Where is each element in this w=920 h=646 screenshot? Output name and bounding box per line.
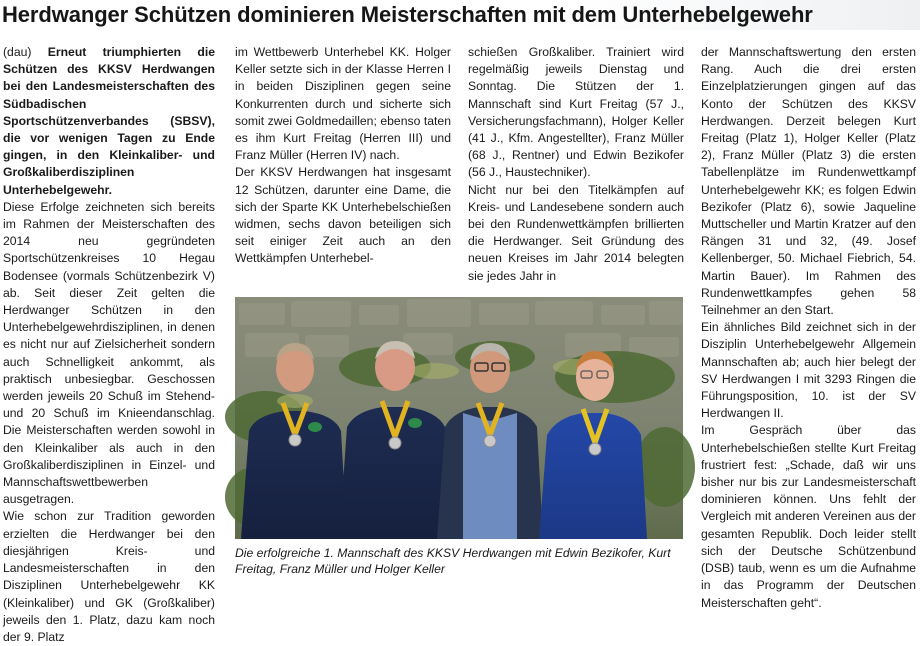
team-photo	[235, 297, 683, 539]
body-paragraph-7: der Mannschaftswertung den ersten Rang. Auch die drei ersten Einzelplatzierungen gingen auf das Konto der Schützen des KKSV Herdwangen. Derzeit belegen Kurt Freitag (Platz 1), Holger Keller (Platz 2), Franz Müller (Platz 3) die ersten Tabellenplätze im Rundenwettkampf Unterhebelgewehr KK; es folgen Edwin Bezikofer (Platz 6), sowie Jaqueline Muttscheller und Martin Kratzer auf den Rängen 31 und 32, (49. Josef Kellenberger, 50. Michael Fiebrich, 54. Martin Bauer). Im Rahmen des Rundenwettkampfes gehen 58 Teilnehmer an den Start.	[701, 45, 916, 318]
article-headline: Herdwanger Schützen dominieren Meisterschaften mit dem Unterhebelgewehr	[0, 0, 920, 30]
team-photo-illustration	[235, 297, 683, 539]
lead-paragraph	[3, 44, 215, 199]
body-paragraph-3: im Wettbewerb Unterhebel KK. Holger Keller setzte sich in der Klasse Herren I in beiden Disziplinen gegen seine Konkurrenten durch und sicherte sich somit zwei Goldmedaillen; ebenso taten es ihm Kurt Freitag (Herren III) und Franz Müller (Herren IV) nach.	[235, 45, 451, 163]
lead-text: Erneut triumphierten die Schützen des KKSV Herdwangen bei den Landesmeisterschaften des Südbadischen Sportschützenverbandes (SBSV), die vor wenigen Tagen zu Ende gingen, in den Kleinkaliber- und Großkaliberdisziplinen Unterhebelgewehr.	[3, 45, 215, 197]
article-column-2	[235, 44, 451, 268]
body-paragraph-4: Der KKSV Herdwangen hat insgesamt 12 Schützen, darunter eine Dame, die sich der Sparte KK Unterhebelschießen widmen, sechs davon beteiligen sich seit einiger Zeit auch an den Wettkämpfen Unterhebel-	[235, 165, 451, 266]
body-paragraph-9: Im Gespräch über das Unterhebelschießen stellte Kurt Freitag frustriert fest: „Schade, daß wir uns bisher nur bis zur Landesmeisterschaft dominieren können. Uns fehlt der Vergleich mit anderen Vereinen aus der gesamten Republik. Doch leider stellt sich der Deutsche Schützenbund (DSB) taub, wenn es um die Aufnahme in das Programm der Deutschen Meisterschaften geht“.	[701, 423, 916, 610]
article-column-1	[3, 44, 215, 646]
photo-caption: Die erfolgreiche 1. Mannschaft des KKSV Herdwangen mit Edwin Bezikofer, Kurt Freitag, Franz Müller und Holger Keller	[235, 546, 671, 576]
article-column-3	[468, 44, 684, 285]
body-paragraph-1: Diese Erfolge zeichneten sich bereits im Rahmen der Meisterschaften des 2014 neu gegründeten Sportschützenkreises 10 Hegau Bodensee (vormals Schützenbezirk V) ab. Seit dieser Zeit gelten die Herdwanger Schützen in den Unterhebelgewehrdisziplinen, in denen es nicht nur auf Zielsicherheit sondern auch Schnelligkeit ankommt, als praktisch unbesiegbar. Geschossen werden jeweils 20 Schuß im Stehend- und 20 Schuß im Knieendanschlag. Die Meisterschaften werden sowohl in den Kleinkaliber als auch in den Großkaliberdisziplinen in Einzel- und Mannschaftswettbewerben ausgetragen.	[3, 199, 215, 507]
body-paragraph-5: schießen Großkaliber. Trainiert wird regelmäßig jeweils Dienstag und Sonntag. Die Stützen der 1. Mannschaft sind Kurt Freitag (57 J., Versicherungsfachmann), Holger Keller (41 J., Kfm. Angestellter), Franz Müller (68 J., Rentner) und Edwin Bezikofer (56 J., Haustechniker).	[468, 45, 684, 180]
article-column-4	[701, 44, 916, 612]
source-tag: (dau)	[3, 45, 32, 59]
body-paragraph-8: Ein ähnliches Bild zeichnet sich in der Disziplin Unterhebelgewehr Allgemein Mannschaften ab; auch hier belegt der SV Herdwangen I mit 3293 Ringen die Führungsposition, 10. ist der SV Herdwangen II.	[701, 320, 916, 421]
body-paragraph-2: Wie schon zur Tradition geworden erzielten die Herdwanger bei den diesjährigen Kreis- und Landesmeisterschaften in den Disziplinen Unterhebelgewehr KK (Kleinkaliber) und GK (Großkaliber) jeweils den 1. Platz, dazu kam noch der 9. Platz	[3, 509, 215, 644]
body-paragraph-6: Nicht nur bei den Titelkämpfen auf Kreis- und Landesebene sondern auch bei den Rundenwettkämpfen brillierten die Herdwanger. Seit Gründung des neuen Kreises im Jahr 2014 belegten sie jedes Jahr in	[468, 182, 684, 283]
